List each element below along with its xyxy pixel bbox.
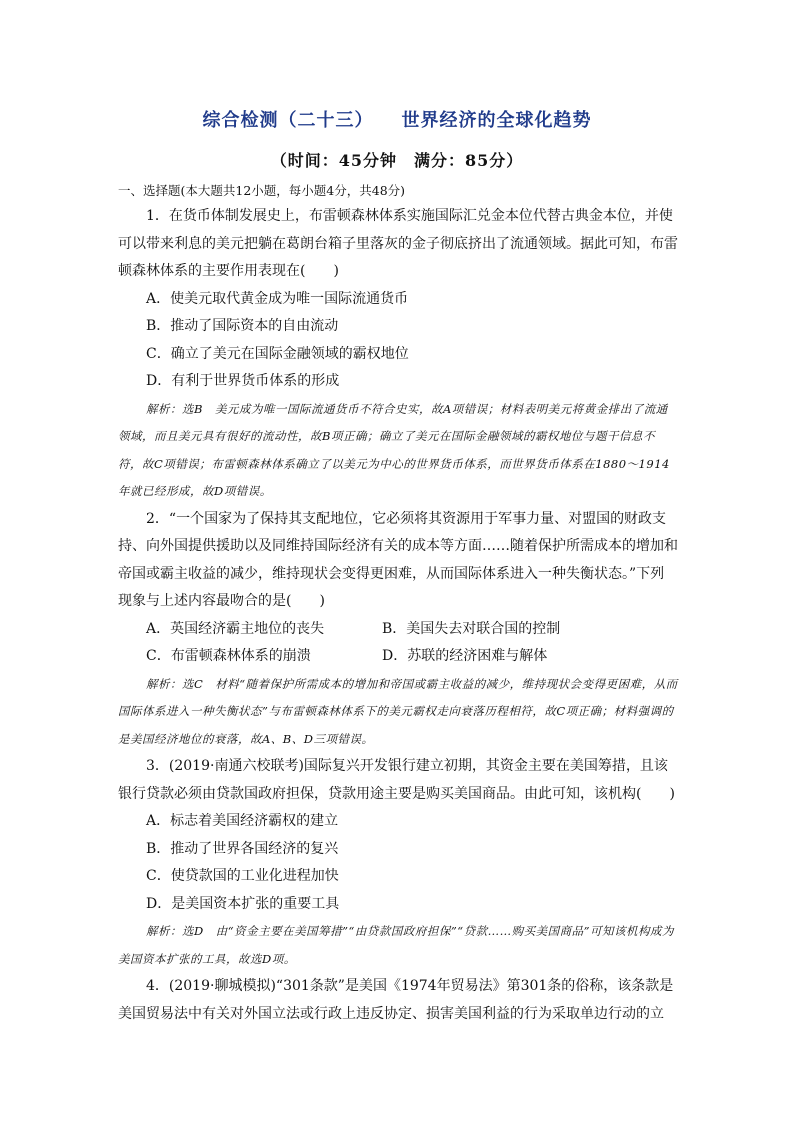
question-1-option-b: B．推动了国际资本的自由流动 xyxy=(146,318,339,334)
page-title xyxy=(0,106,794,132)
question-1-option-c: C．确立了美元在国际金融领域的霸权地位 xyxy=(146,345,409,362)
questions-body xyxy=(118,203,678,1028)
question-1-analysis: 解析：选B 美元成为唯一国际流通货币不符合史实，故A项错误；材料表明美元将黄金排出了流通领域，而且美元具有很好的流动性，故B项正确；确立了美元在国际金融领域的霸权地位与题干信息不符，故C项错误；布雷顿森林体系确立了以美元为中心的世界货币体系，而世界货币体系在1880～1914年就已经形成，故D项错误。 xyxy=(118,401,670,498)
question-2-options-row-1 xyxy=(118,616,678,644)
question-1-option-d: D．有利于世界货币体系的形成 xyxy=(146,373,340,389)
title-part-2: 世界经济的全球化趋势 xyxy=(401,110,592,131)
question-3-analysis: 解析：选D 由“资金主要在美国筹措”“由贷款国政府担保”“贷款……购买美国商品”可知该机构成为美国资本扩张的工具，故选D项。 xyxy=(118,924,674,966)
title-part-1: 综合检测（二十三） xyxy=(202,110,374,131)
question-3-option-d: D．是美国资本扩张的重要工具 xyxy=(146,895,340,912)
question-3-option-b: B．推动了世界各国经济的复兴 xyxy=(146,840,339,857)
question-2-option-d: D．苏联的经济困难与解体 xyxy=(382,648,548,664)
question-2-option-c: C．布雷顿森林体系的崩溃 xyxy=(146,648,311,664)
question-2-option-b: B．美国失去对联合国的控制 xyxy=(382,620,561,637)
question-3-stem: 3．(2019·南通六校联考)国际复兴开发银行建立初期，其资金主要在美国筹措，且该银行贷款必须由贷款国政府担保，贷款用途主要是购买美国商品。由此可知，该机构( ) xyxy=(118,758,675,802)
time-score-subtitle: （时间：45分钟 满分：85分） xyxy=(270,151,524,170)
question-2-analysis: 解析：选C 材料“随着保护所需成本的增加和帝国或霸主收益的减少，维持现状会变得更困难，从而国际体系进入一种失衡状态”与布雷顿森林体系下的美元霸权走向衰落历程相符，故C项正确；材料强调的是美国经济地位的衰落，故A、B、D三项错误。 xyxy=(118,676,678,746)
question-2-stem: 2．“一个国家为了保持其支配地位，它必须将其资源用于军事力量、对盟国的财政支持、向外国提供援助以及同维持国际经济有关的成本等方面……随着保护所需成本的增加和帝国或霸主收益的减少，维持现状会变得更困难，从而国际体系进入一种失衡状态。”下列现象与上述内容最吻合的是( ) xyxy=(118,510,678,609)
question-3-option-a: A．标志着美国经济霸权的建立 xyxy=(146,813,339,829)
question-1-stem: 1．在货币体制发展史上，布雷顿森林体系实施国际汇兑金本位代替古典金本位，并使可以带来利息的美元把躺在葛朗台箱子里落灰的金子彻底挤出了流通领域。据此可知，布雷顿森林体系的主要作用表现在( ) xyxy=(118,208,678,279)
question-2-options-row-2 xyxy=(118,643,678,671)
question-1-option-a: A．使美元取代黄金成为唯一国际流通货币 xyxy=(146,290,409,307)
section-heading: 一、选择题(本大题共12小题，每小题4分，共48分) xyxy=(118,183,406,198)
question-3-option-c: C．使贷款国的工业化进程加快 xyxy=(146,868,339,884)
question-4-stem: 4．(2019·聊城模拟)“301条款”是美国《1974年贸易法》第301条的俗称，该条款是美国贸易法中有关对外国立法或行政上违反协定、损害美国利益的行为采取单边行动的立 xyxy=(118,978,674,1022)
question-2-option-a: A．英国经济霸主地位的丧失 xyxy=(146,620,325,637)
